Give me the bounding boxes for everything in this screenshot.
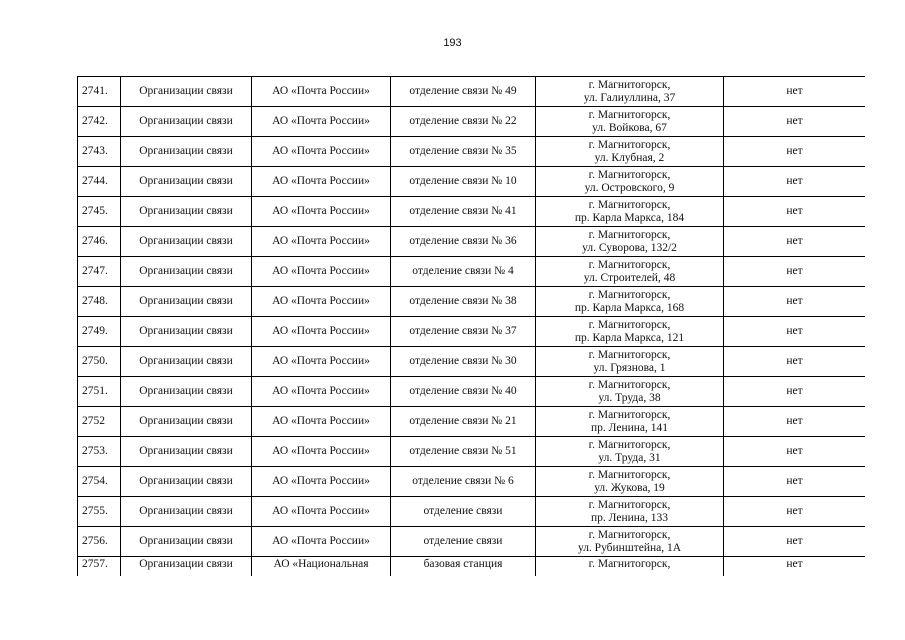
category-cell: Организации связи — [121, 527, 252, 557]
row-number-cell: 2755. — [78, 497, 121, 527]
address-city: г. Магнитогорск, — [588, 78, 671, 91]
address-street: ул. Грязнова, 1 — [593, 361, 666, 374]
address-street: ул. Галиуллина, 37 — [583, 91, 676, 104]
facility-cell: отделение связи № 21 — [391, 407, 536, 437]
facility-cell: отделение связи № 36 — [391, 227, 536, 257]
organization-cell: АО «Почта России» — [252, 527, 391, 557]
address-city: г. Магнитогорск, — [588, 468, 671, 481]
address-cell — [536, 377, 724, 407]
table-row — [78, 377, 866, 407]
address-city: г. Магнитогорск, — [588, 348, 671, 361]
address-city: г. Магнитогорск, — [588, 498, 671, 511]
status-cell: нет — [724, 497, 866, 527]
registry-table-body — [78, 77, 866, 577]
address-cell — [536, 77, 724, 107]
row-number-cell: 2746. — [78, 227, 121, 257]
address-cell — [536, 167, 724, 197]
address-street: ул. Строителей, 48 — [583, 271, 676, 284]
status-cell: нет — [724, 557, 866, 577]
table-row — [78, 437, 866, 467]
table-row — [78, 257, 866, 287]
address-cell — [536, 197, 724, 227]
address-street: пр. Ленина, 133 — [590, 511, 669, 524]
facility-cell: отделение связи № 51 — [391, 437, 536, 467]
address-street: пр. Карла Маркса, 184 — [574, 211, 685, 224]
facility-cell: отделение связи № 41 — [391, 197, 536, 227]
address-city: г. Магнитогорск, — [588, 528, 671, 541]
category-cell: Организации связи — [121, 347, 252, 377]
address-cell — [536, 317, 724, 347]
category-cell: Организации связи — [121, 497, 252, 527]
address-street: ул. Войкова, 67 — [592, 121, 667, 134]
address-city: г. Магнитогорск, — [588, 438, 671, 451]
address-city: г. Магнитогорск, — [588, 378, 671, 391]
status-cell: нет — [724, 467, 866, 497]
facility-cell: базовая станция — [391, 557, 536, 577]
table-row — [78, 317, 866, 347]
table-row — [78, 497, 866, 527]
row-number-cell: 2752 — [78, 407, 121, 437]
facility-cell: отделение связи — [391, 497, 536, 527]
table-row — [78, 347, 866, 377]
registry-table — [77, 76, 865, 576]
organization-cell: АО «Почта России» — [252, 137, 391, 167]
row-number-cell: 2745. — [78, 197, 121, 227]
row-number-cell: 2741. — [78, 77, 121, 107]
table-row — [78, 107, 866, 137]
table-row — [78, 227, 866, 257]
row-number-cell: 2754. — [78, 467, 121, 497]
address-street: ул. Жукова, 19 — [594, 481, 665, 494]
address-cell — [536, 467, 724, 497]
table-row — [78, 407, 866, 437]
organization-cell: АО «Почта России» — [252, 197, 391, 227]
status-cell: нет — [724, 287, 866, 317]
organization-cell: АО «Почта России» — [252, 257, 391, 287]
row-number-cell: 2750. — [78, 347, 121, 377]
organization-cell: АО «Почта России» — [252, 437, 391, 467]
status-cell: нет — [724, 347, 866, 377]
facility-cell: отделение связи № 37 — [391, 317, 536, 347]
facility-cell: отделение связи № 40 — [391, 377, 536, 407]
row-number-cell: 2743. — [78, 137, 121, 167]
status-cell: нет — [724, 107, 866, 137]
table-row — [78, 527, 866, 557]
organization-cell: АО «Почта России» — [252, 107, 391, 137]
row-number-cell: 2757. — [78, 557, 121, 577]
status-cell: нет — [724, 77, 866, 107]
organization-cell: АО «Почта России» — [252, 377, 391, 407]
table-row — [78, 77, 866, 107]
address-street: пр. Ленина, 141 — [590, 421, 669, 434]
table-row — [78, 197, 866, 227]
row-number-cell: 2748. — [78, 287, 121, 317]
address-street: ул. Труда, 31 — [598, 451, 661, 464]
category-cell: Организации связи — [121, 137, 252, 167]
address-city: г. Магнитогорск, — [588, 198, 671, 211]
organization-cell: АО «Почта России» — [252, 347, 391, 377]
address-cell — [536, 287, 724, 317]
category-cell: Организации связи — [121, 197, 252, 227]
facility-cell: отделение связи № 49 — [391, 77, 536, 107]
row-number-cell: 2751. — [78, 377, 121, 407]
facility-cell: отделение связи № 4 — [391, 257, 536, 287]
organization-cell: АО «Почта России» — [252, 227, 391, 257]
table-row — [78, 557, 866, 577]
category-cell: Организации связи — [121, 77, 252, 107]
address-city: г. Магнитогорск, — [588, 108, 671, 121]
row-number-cell: 2747. — [78, 257, 121, 287]
category-cell: Организации связи — [121, 287, 252, 317]
status-cell: нет — [724, 137, 866, 167]
address-cell — [536, 557, 724, 577]
facility-cell: отделение связи № 22 — [391, 107, 536, 137]
address-cell — [536, 137, 724, 167]
address-cell — [536, 497, 724, 527]
organization-cell: АО «Почта России» — [252, 287, 391, 317]
address-cell — [536, 407, 724, 437]
category-cell: Организации связи — [121, 227, 252, 257]
address-city: г. Магнитогорск, — [588, 138, 671, 151]
address-city: г. Магнитогорск, — [588, 228, 671, 241]
category-cell: Организации связи — [121, 107, 252, 137]
address-city: г. Магнитогорск, — [588, 168, 671, 181]
row-number-cell: 2749. — [78, 317, 121, 347]
address-street: ул. Клубная, 2 — [594, 151, 665, 164]
table-row — [78, 167, 866, 197]
organization-cell: АО «Почта России» — [252, 467, 391, 497]
registry-table-container — [77, 76, 865, 576]
address-city: г. Магнитогорск, — [588, 408, 671, 421]
row-number-cell: 2742. — [78, 107, 121, 137]
organization-cell: АО «Почта России» — [252, 497, 391, 527]
address-street: пр. Карла Маркса, 121 — [574, 331, 685, 344]
facility-cell: отделение связи № 10 — [391, 167, 536, 197]
category-cell: Организации связи — [121, 437, 252, 467]
facility-cell: отделение связи — [391, 527, 536, 557]
address-city: г. Магнитогорск, — [588, 318, 671, 331]
table-row — [78, 287, 866, 317]
address-street: ул. Рубинштейна, 1А — [577, 541, 682, 554]
organization-cell: АО «Почта России» — [252, 317, 391, 347]
organization-cell: АО «Почта России» — [252, 77, 391, 107]
facility-cell: отделение связи № 30 — [391, 347, 536, 377]
address-cell — [536, 527, 724, 557]
category-cell: Организации связи — [121, 167, 252, 197]
address-street: ул. Суворова, 132/2 — [582, 241, 677, 254]
status-cell: нет — [724, 377, 866, 407]
organization-cell: АО «Почта России» — [252, 407, 391, 437]
address-cell — [536, 257, 724, 287]
status-cell: нет — [724, 227, 866, 257]
facility-cell: отделение связи № 38 — [391, 287, 536, 317]
status-cell: нет — [724, 407, 866, 437]
address-street: ул. Труда, 38 — [598, 391, 661, 404]
address-city: г. Магнитогорск, — [588, 288, 671, 301]
row-number-cell: 2756. — [78, 527, 121, 557]
address-city: г. Магнитогорск, — [588, 258, 671, 271]
table-row — [78, 137, 866, 167]
address-cell — [536, 437, 724, 467]
page-number: 193 — [443, 37, 462, 49]
category-cell: Организации связи — [121, 467, 252, 497]
status-cell: нет — [724, 197, 866, 227]
address-cell — [536, 227, 724, 257]
facility-cell: отделение связи № 6 — [391, 467, 536, 497]
address-street: пр. Карла Маркса, 168 — [574, 301, 685, 314]
category-cell: Организации связи — [121, 317, 252, 347]
status-cell: нет — [724, 527, 866, 557]
address-cell — [536, 107, 724, 137]
status-cell: нет — [724, 317, 866, 347]
address-street: ул. Островского, 9 — [584, 181, 675, 194]
category-cell: Организации связи — [121, 377, 252, 407]
facility-cell: отделение связи № 35 — [391, 137, 536, 167]
table-row — [78, 467, 866, 497]
category-cell: Организации связи — [121, 557, 252, 577]
address-cell — [536, 347, 724, 377]
address-city: г. Магнитогорск, — [588, 558, 671, 570]
row-number-cell: 2753. — [78, 437, 121, 467]
status-cell: нет — [724, 437, 866, 467]
organization-cell: АО «Почта России» — [252, 167, 391, 197]
category-cell: Организации связи — [121, 407, 252, 437]
row-number-cell: 2744. — [78, 167, 121, 197]
status-cell: нет — [724, 167, 866, 197]
category-cell: Организации связи — [121, 257, 252, 287]
organization-cell: АО «Национальная — [252, 557, 391, 577]
status-cell: нет — [724, 257, 866, 287]
